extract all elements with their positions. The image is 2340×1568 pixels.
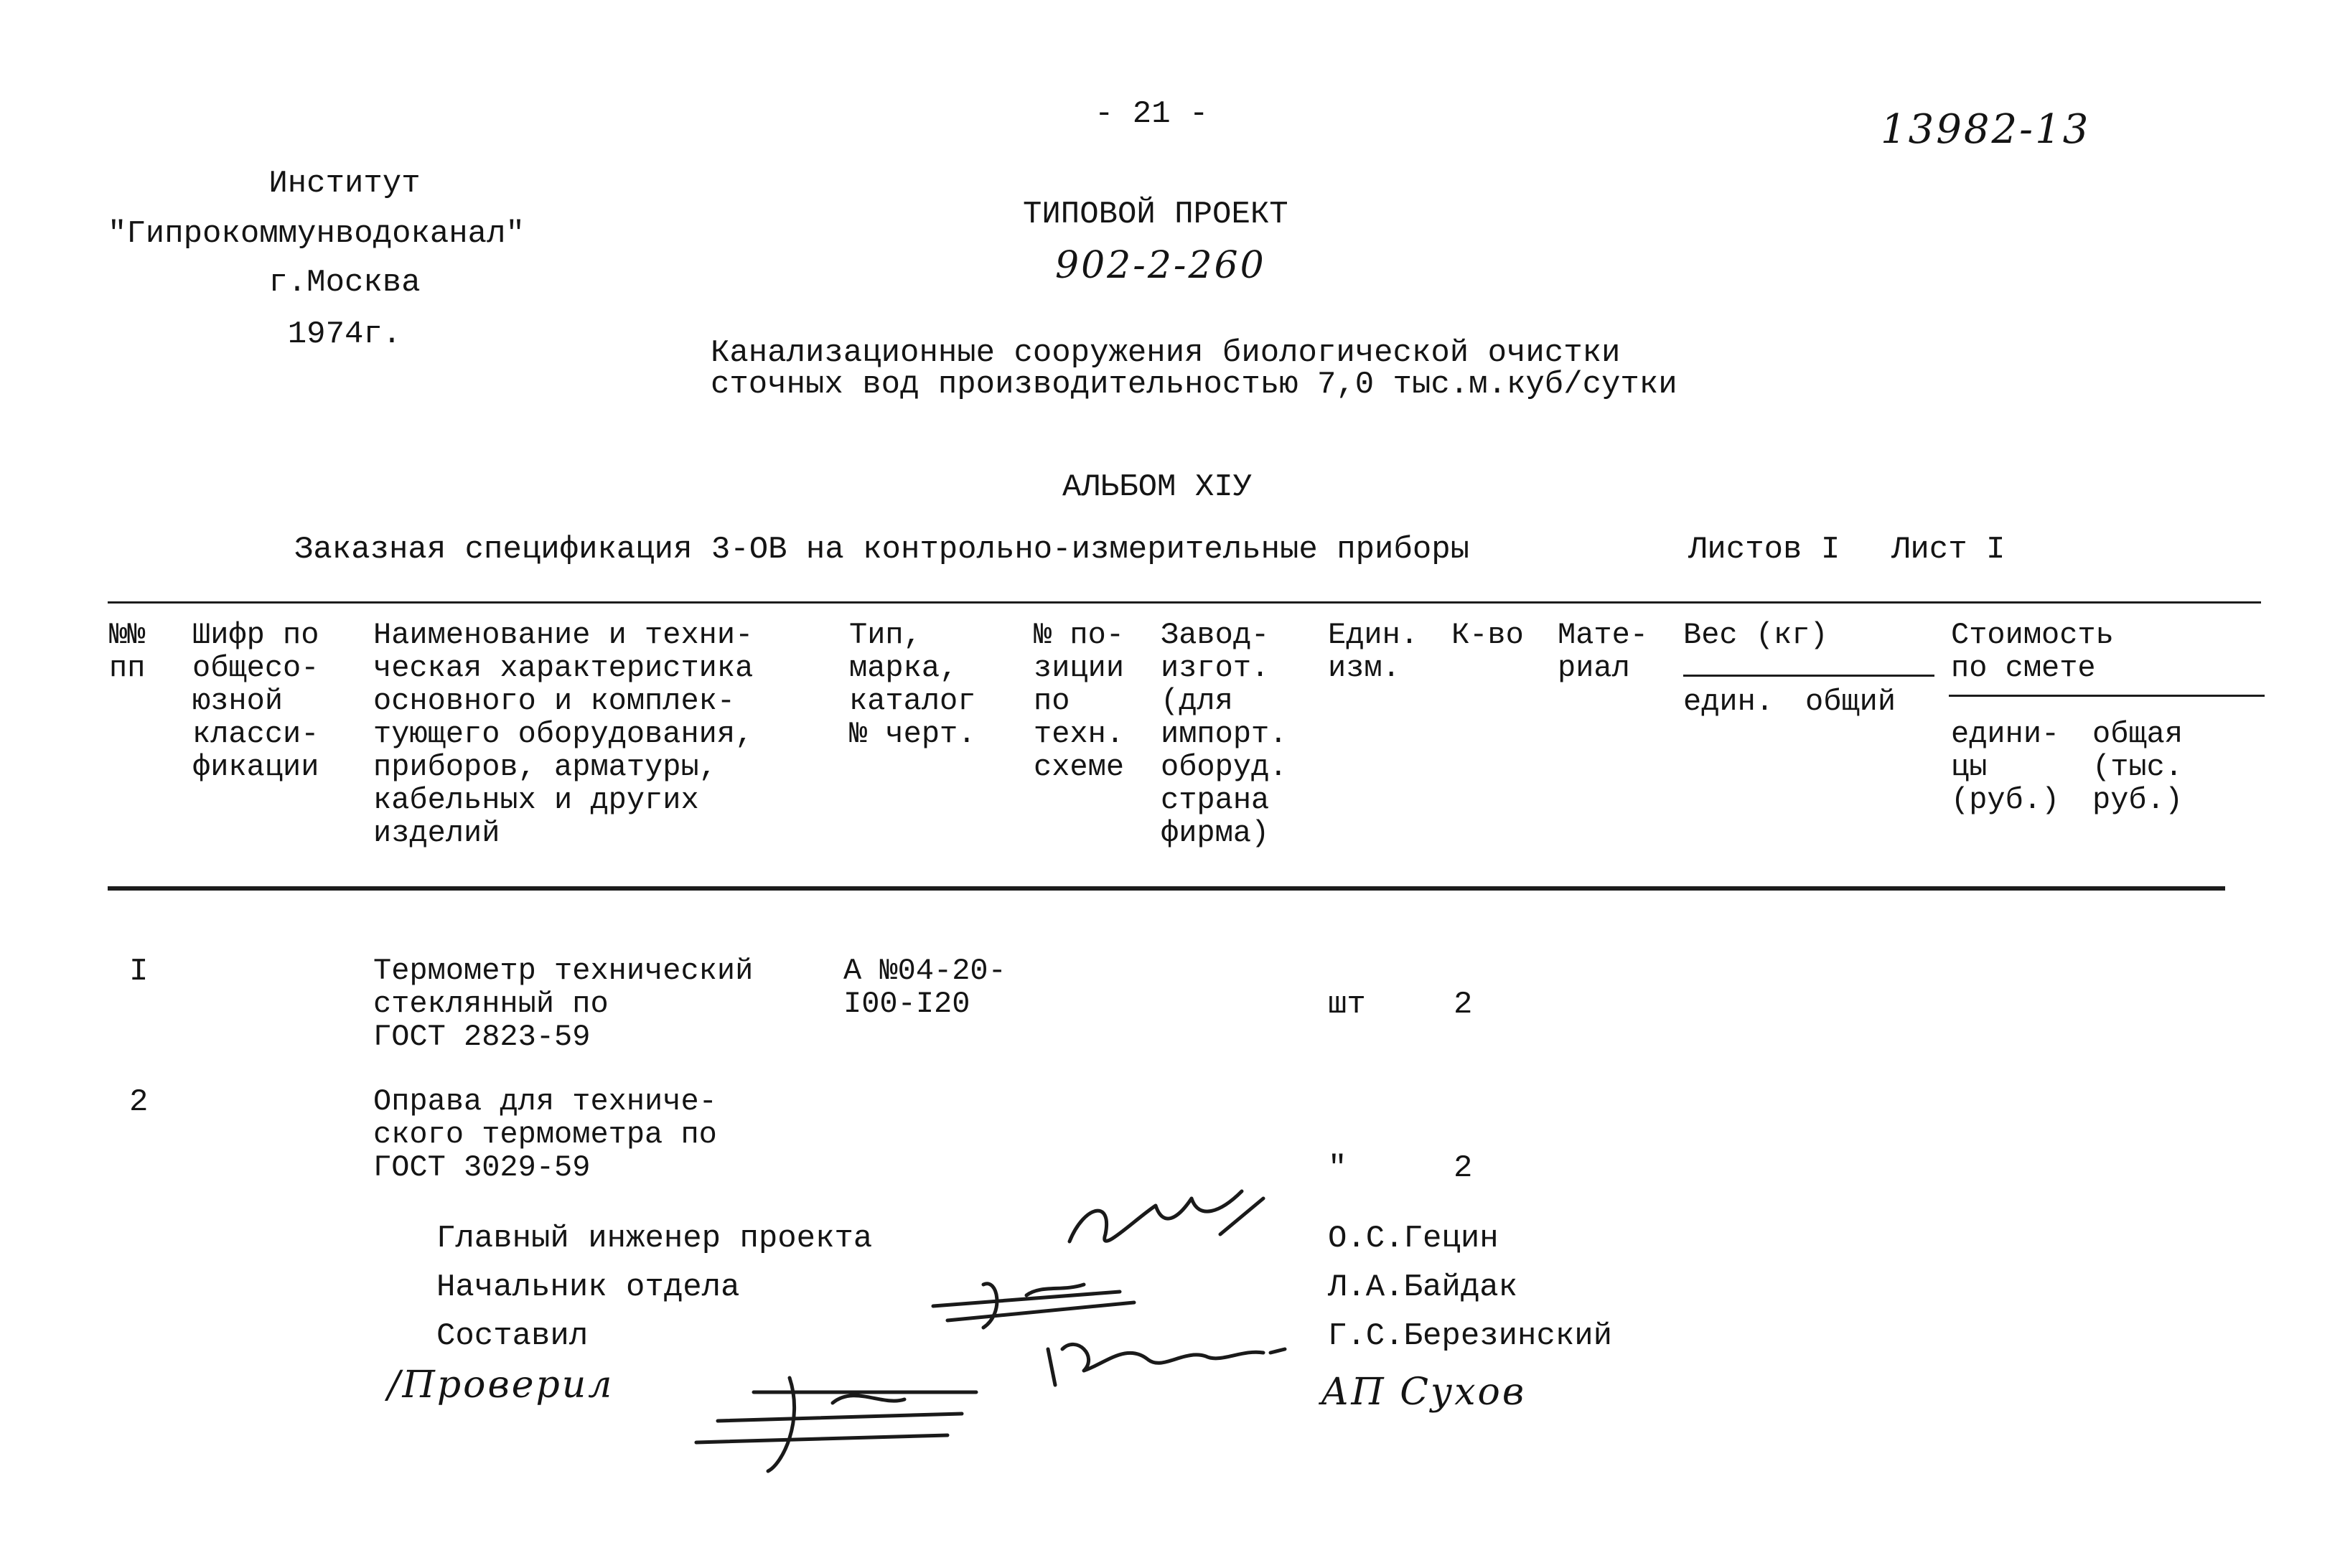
table-top-rule bbox=[108, 601, 2261, 604]
row-1-type: А №04-20- I00-I20 bbox=[843, 954, 1006, 1021]
table-header-bottom-rule bbox=[108, 886, 2225, 891]
header-weight-total: общий bbox=[1805, 685, 1896, 719]
row-2-num: 2 bbox=[129, 1084, 149, 1120]
header-quantity: К-во bbox=[1451, 618, 1524, 652]
chief-engineer-signature bbox=[1055, 1177, 1270, 1263]
project-title-line-2: сточных вод производительностью 7,0 тыс.м.куб/сутки bbox=[711, 367, 1677, 403]
header-material: Мате- риал bbox=[1558, 618, 1649, 685]
name-chief-engineer: О.С.Гецин bbox=[1328, 1221, 1499, 1257]
institute-line-3: г.Москва bbox=[268, 265, 421, 301]
row-2-quantity: 2 bbox=[1454, 1150, 1473, 1186]
row-1-quantity: 2 bbox=[1454, 987, 1473, 1023]
header-weight-unit: един. bbox=[1683, 685, 1774, 719]
document-code: 13982-13 bbox=[1881, 106, 2091, 153]
album-title: АЛЬБОМ XIУ bbox=[1062, 469, 1253, 505]
role-department-head: Начальник отдела bbox=[436, 1269, 740, 1305]
checked-label: /Проверил bbox=[388, 1363, 614, 1407]
role-compiled-by: Составил bbox=[436, 1318, 589, 1354]
header-weight: Вес (кг) bbox=[1683, 618, 1828, 652]
header-manufacturer: Завод- изгот. (для импорт. оборуд. страна фирма) bbox=[1161, 618, 1288, 850]
project-label: ТИПОВОЙ ПРОЕКТ bbox=[1023, 197, 1288, 233]
institute-line-2: "Гипрокоммунводоканал" bbox=[108, 216, 525, 252]
sheet-number: Лист I bbox=[1891, 532, 2006, 568]
checked-name: АП Сухов bbox=[1321, 1371, 1527, 1414]
name-department-head: Л.А.Байдак bbox=[1328, 1269, 1518, 1305]
checker-signature bbox=[689, 1363, 991, 1478]
sheets-total: Листов I bbox=[1688, 532, 1840, 568]
row-1-name: Термометр технический стеклянный по ГОСТ 2823-59 bbox=[373, 954, 754, 1054]
row-2-name: Оправа для техниче- ского термометра по ГОСТ 3029-59 bbox=[373, 1084, 717, 1185]
weight-header-rule bbox=[1683, 675, 1934, 677]
header-num: №№ пп bbox=[109, 618, 146, 685]
header-cost-unit: едини- цы (руб.) bbox=[1951, 717, 2060, 817]
header-position: № по- зиции по техн. схеме bbox=[1034, 618, 1125, 784]
row-2-unit: " bbox=[1328, 1150, 1347, 1186]
row-1-num: I bbox=[129, 954, 149, 990]
header-code: Шифр по общесо- юзной класси- фикации bbox=[192, 618, 319, 784]
cost-header-rule bbox=[1949, 695, 2265, 697]
spec-title: Заказная спецификация 3-ОВ на контрольно-измерительные приборы bbox=[294, 532, 1470, 568]
name-compiled-by: Г.С.Березинский bbox=[1328, 1318, 1613, 1354]
institute-line-1: Институт bbox=[268, 166, 421, 202]
compiled-by-signature bbox=[1034, 1320, 1292, 1399]
header-cost: Стоимость по смете bbox=[1951, 618, 2114, 685]
header-type: Тип, марка, каталог № черт. bbox=[849, 618, 976, 751]
project-title-line-1: Канализационные сооружения биологической очистки bbox=[711, 335, 1621, 371]
header-name: Наименование и техни- ческая характеристика основного и комплек- тующего оборудования, приборов, арматуры, кабельных и других изделий bbox=[373, 618, 754, 850]
header-unit: Един. изм. bbox=[1328, 618, 1419, 685]
row-1-unit: шт bbox=[1328, 987, 1366, 1023]
project-number: 902-2-260 bbox=[1055, 244, 1266, 287]
header-cost-total: общая (тыс. руб.) bbox=[2092, 717, 2184, 817]
institute-line-4: 1974г. bbox=[287, 316, 402, 352]
page-number: - 21 - bbox=[1095, 96, 1209, 132]
role-chief-engineer: Главный инженер проекта bbox=[436, 1221, 873, 1257]
